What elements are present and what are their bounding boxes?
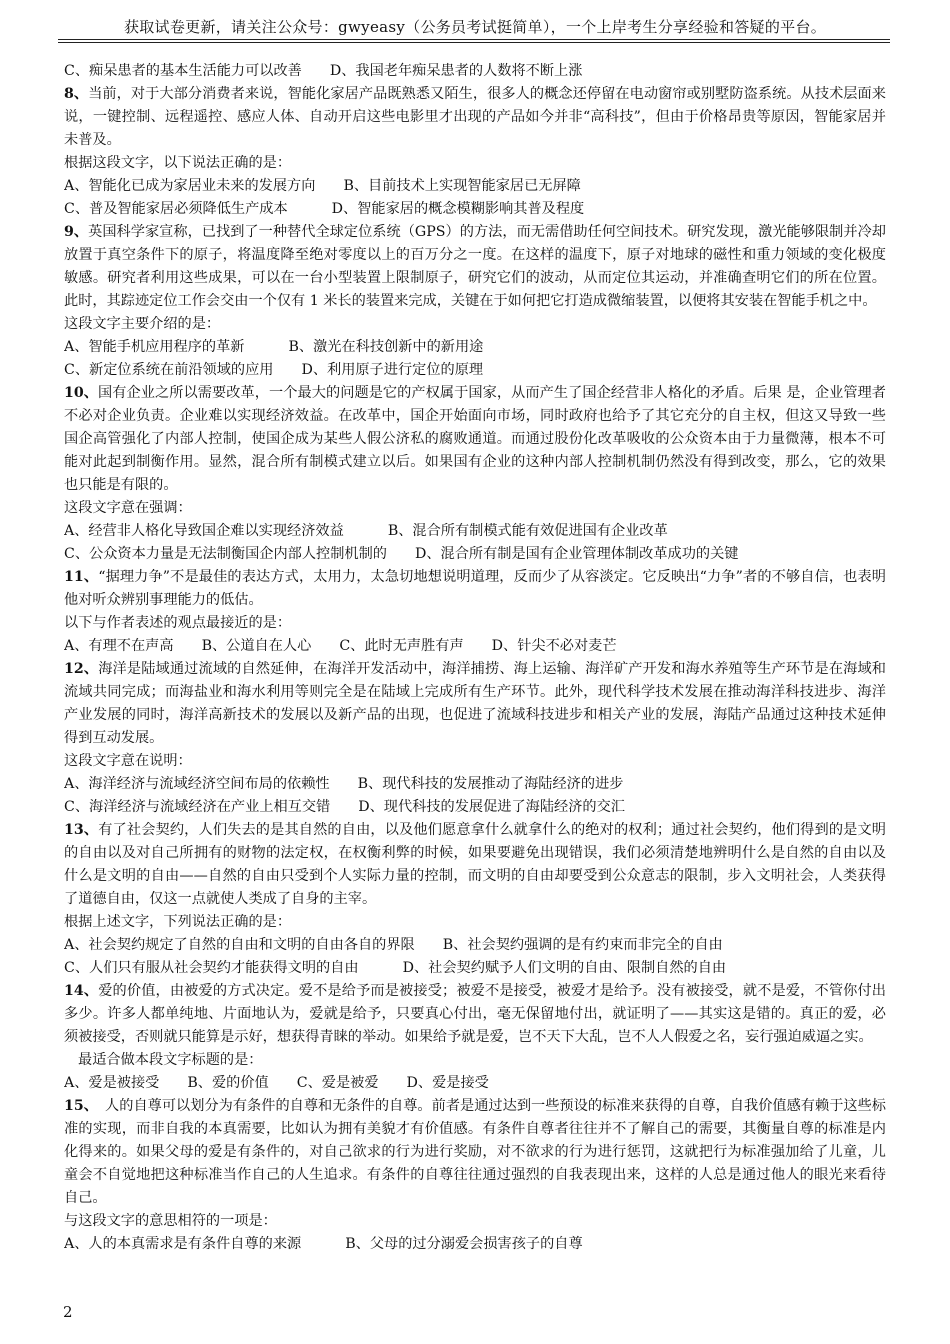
- options-row: [64, 60, 886, 83]
- answer-option: D、利用原子进行定位的原理: [301, 362, 484, 378]
- answer-option: C、公众资本力量是无法制衡国企内部人控制机制的: [64, 546, 387, 562]
- question-text: 有了社会契约，人们失去的是其自然的自由，以及他们愿意拿什么就拿什么的绝对的权利；通过社会契约，他们得到的是文明的自由以及对自己所拥有的财物的法定权，在权衡利弊的时候，如果要避免出现错误，我们必须清楚地辨明什么是自然的自由以及什么是文明的自由——自然的自由只受到个人实际力量的控制，而文明的自由却要受到公众意志的限制，步入文明社会，人类获得了道德自由，仅这一点就使人类成了自身的主宰。: [64, 822, 886, 907]
- question-stem: 根据上述文字，下列说法正确的是：: [64, 914, 292, 930]
- answer-option: D、爱是接受: [406, 1075, 489, 1091]
- answer-option: B、爱的价值: [187, 1075, 269, 1091]
- question-stem: 与这段文字的意思相符的一项是：: [64, 1213, 277, 1229]
- question-number: 8、: [64, 86, 89, 102]
- question-stem: 最适合做本段文字标题的是：: [78, 1052, 263, 1068]
- answer-option: B、目前技术上实现智能家居已无屏障: [343, 178, 581, 194]
- question-paragraph: [64, 819, 886, 911]
- question-number: 15、: [64, 1098, 91, 1114]
- answer-option: B、激光在科技创新中的新用途: [288, 339, 484, 355]
- question-number: 14、: [64, 983, 99, 999]
- answer-option: D、现代科技的发展促进了海陆经济的交汇: [358, 799, 625, 815]
- answer-option: D、混合所有制是国有企业管理体制改革成功的关键: [414, 546, 739, 562]
- header-divider: [58, 39, 890, 40]
- question-paragraph: [64, 566, 886, 612]
- answer-option: C、此时无声胜有声: [339, 638, 464, 654]
- answer-option: A、智能手机应用程序的革新: [64, 339, 245, 355]
- answer-option: D、针尖不必对麦芒: [491, 638, 617, 654]
- answer-option: C、痴呆患者的基本生活能力可以改善: [64, 63, 302, 79]
- answer-option: C、新定位系统在前沿领域的应用: [64, 362, 274, 378]
- question-number: 10、: [64, 385, 99, 401]
- question-paragraph: [64, 83, 886, 152]
- question-stem: 这段文字意在说明：: [64, 753, 192, 769]
- question-text: 人的自尊可以划分为有条件的自尊和无条件的自尊。前者是通过达到一些预设的标准来获得的自尊，自我价值感有赖于这些标准的实现，而非自我的本真需要，比如认为拥有美貌才有价值感。有条件自尊者往往并不了解自己的需要，其衡量自尊的标准是内化得来的。如果父母的爱是有条件的，对自己欲求的行为进行奖励，对不欲求的行为进行惩罚，这就把行为标准强加给了儿童，儿童会不自觉地把这种标准当作自己的人生追求。有条件的自尊往往通过强烈的自我表现出来，这样的人总是通过他人的眼光来看待自己。: [64, 1098, 886, 1206]
- options-row: [64, 934, 886, 957]
- options-row: [64, 520, 886, 543]
- question-text: 海洋是陆域通过流域的自然延伸，在海洋开发活动中，海洋捕捞、海上运输、海洋矿产开发和海水养殖等生产环节是在海域和流域共同完成；而海盐业和海水利用等则完全是在陆域上完成所有生产环节。此外，现代科学技术发展在推动海洋科技进步、海洋产业发展的同时，海洋高新技术的发展以及新产品的出现，也促进了流域科技进步和相关产业的发展，海陆产品通过这种技术延伸得到互动发展。: [64, 661, 886, 746]
- options-row: [64, 773, 886, 796]
- answer-option: A、爱是被接受: [64, 1075, 160, 1091]
- question-paragraph: [64, 980, 886, 1049]
- question-text: 英国科学家宣称，已找到了一种替代全球定位系统（GPS）的方法，而无需借助任何空间技术。研究发现，激光能够限制并冷却放置于真空条件下的原子，将温度降至绝对零度以上的百万分之一度。在这样的温度下，原子对地球的磁性和重力领域的变化极度敏感。研究者利用这些成果，可以在一台小型装置上限制原子，研究它们的波动，从而定位其运动，并准确查明它们的所在位置。此时，其踪迹定位工作会交由一个仅有 1 米长的装置来完成，关键在于如何把它打造成微缩装置，以便将其安装在智能手机之中。: [64, 224, 886, 309]
- question-stem: 根据这段文字，以下说法正确的是：: [64, 155, 292, 171]
- options-row: [64, 198, 886, 221]
- options-row: [64, 175, 886, 198]
- answer-option: D、我国老年痴呆患者的人数将不断上涨: [329, 63, 583, 79]
- question-content: [64, 60, 886, 1256]
- options-row: [64, 957, 886, 980]
- answer-option: B、现代科技的发展推动了海陆经济的进步: [357, 776, 624, 792]
- options-row: [64, 543, 886, 566]
- answer-option: C、普及智能家居必须降低生产成本: [64, 201, 288, 217]
- answer-option: C、爱是被爱: [296, 1075, 379, 1091]
- question-stem: 以下与作者表述的观点最接近的是：: [64, 615, 292, 631]
- question-number: 13、: [64, 822, 99, 838]
- question-paragraph: [64, 221, 886, 313]
- answer-option: D、智能家居的概念模糊影响其普及程度: [331, 201, 585, 217]
- question-number: 11、: [64, 569, 99, 585]
- question-paragraph: [64, 382, 886, 497]
- question-paragraph: [64, 1095, 886, 1210]
- options-row: [64, 336, 886, 359]
- question-text: 当前，对于大部分消费者来说，智能化家居产品既熟悉又陌生，很多人的概念还停留在电动窗帘或别墅防盗系统。从技术层面来说，一键控制、远程遥控、感应人体、自动开启这些电影里才出现的产品如今并非“高科技”，但由于价格昂贵等原因，智能家居并未普及。: [64, 86, 886, 148]
- answer-option: D、社会契约赋予人们文明的自由、限制自然的自由: [402, 960, 727, 976]
- answer-option: C、人们只有服从社会契约才能获得文明的自由: [64, 960, 359, 976]
- answer-option: A、有理不在声高: [64, 638, 174, 654]
- question-number: 12、: [64, 661, 99, 677]
- options-row: [64, 635, 886, 658]
- answer-option: B、社会契约强调的是有约束而非完全的自由: [442, 937, 723, 953]
- question-text: “据理力争”不是最佳的表达方式，太用力，太急切地想说明道理，反而少了从容淡定。它反映出“力争”者的不够自信，也表明他对听众辨别事理能力的低估。: [64, 569, 886, 608]
- question-paragraph: [64, 658, 886, 750]
- header-notice: 获取试卷更新，请关注公众号：gwyeasy（公务员考试挺简单），一个上岸考生分享经验和答疑的平台。: [123, 18, 827, 36]
- options-row: [64, 1072, 886, 1095]
- options-row: [64, 796, 886, 819]
- question-text: 国有企业之所以需要改革，一个最大的问题是它的产权属于国家，从而产生了国企经营非人格化的矛盾。后果 是，企业管理者不必对企业负责。企业难以实现经济效益。在改革中，国企开始面向市场，同时政府也给予了其它充分的自主权，但这又导致一些国企高管强化了内部人控制，使国企成为某些人假公济私的腐败通道。而通过股份化改革吸收的公众资本由于力量微薄，根本不可能对此起到制衡作用。显然，混合所有制模式建立以后。如果国有企业的这种内部人控制机制仍然没有得到改变，那么，它的效果也只能是有限的。: [64, 385, 886, 493]
- answer-option: B、混合所有制模式能有效促进国有企业改革: [387, 523, 668, 539]
- answer-option: A、人的本真需求是有条件自尊的来源: [64, 1236, 302, 1252]
- answer-option: A、智能化已成为家居业未来的发展方向: [64, 178, 316, 194]
- answer-option: A、经营非人格化导致国企难以实现经济效益: [64, 523, 344, 539]
- answer-option: C、海洋经济与流域经济在产业上相互交错: [64, 799, 331, 815]
- page-number: 2: [63, 1303, 73, 1321]
- options-row: [64, 359, 886, 382]
- question-stem: 这段文字主要介绍的是：: [64, 316, 221, 332]
- answer-option: A、海洋经济与流域经济空间布局的依赖性: [64, 776, 330, 792]
- header-divider-secondary: [58, 42, 890, 43]
- answer-option: B、公道自在人心: [201, 638, 312, 654]
- question-stem: 这段文字意在强调：: [64, 500, 192, 516]
- question-number: 9、: [64, 224, 89, 240]
- answer-option: B、父母的过分溺爱会损害孩子的自尊: [345, 1236, 583, 1252]
- options-row: [64, 1233, 886, 1256]
- answer-option: A、社会契约规定了自然的自由和文明的自由各自的界限: [64, 937, 415, 953]
- question-text: 爱的价值，由被爱的方式决定。爱不是给予而是被接受；被爱不是接受，被爱才是给予。没有被接受，就不是爱，不管你付出多少。许多人都单纯地、片面地认为，爱就是给予，只要真心付出，毫无保留地付出，就证明了——其实这是错的。真正的爱，必须被接受，否则就只能算是示好，想获得青睐的举动。如果给予就是爱，岂不天下大乱，岂不人人假爱之名，妄行强迫威逼之实。: [64, 983, 886, 1045]
